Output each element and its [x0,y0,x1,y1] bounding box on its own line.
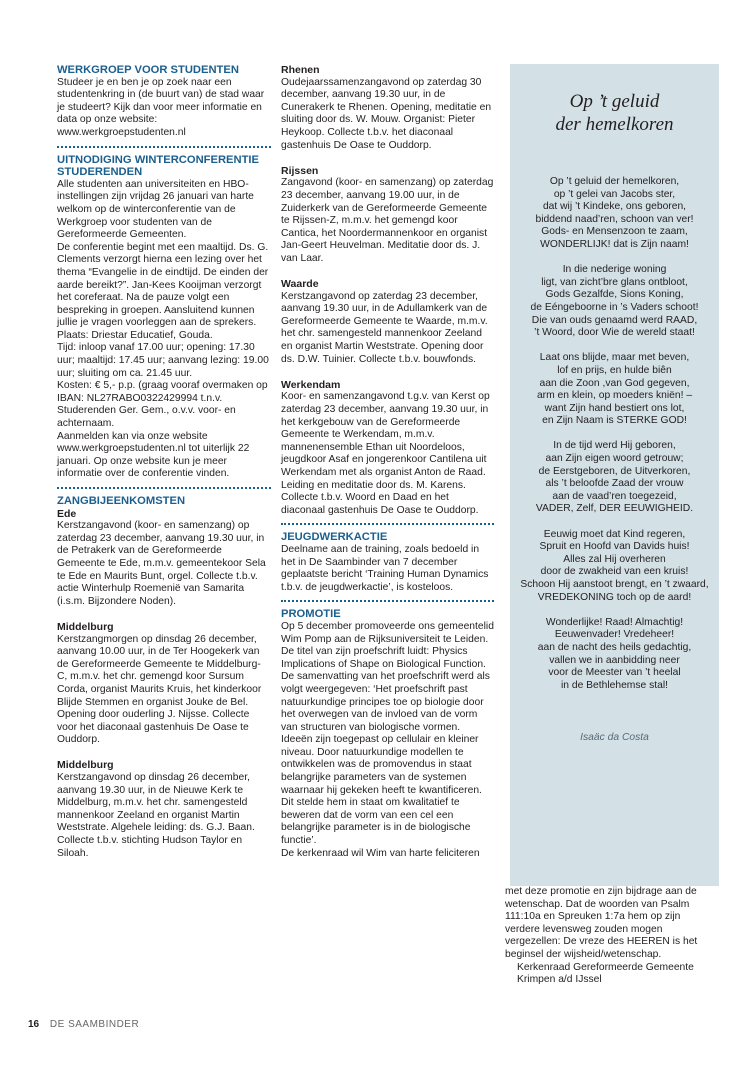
dotted-divider [281,600,494,602]
section-heading-winterconferentie: UITNODIGING WINTERCONFERENTIE STUDERENDEN [57,153,259,179]
poem-line: in de Bethlehemse stal! [560,679,669,691]
publication-name: DE SAAMBINDER [49,1019,140,1030]
dotted-divider [57,146,271,148]
poem-line: VREDEKONING toch op de aard! [537,591,692,603]
poem-line: want Zijn hand bestiert ons lot, [544,402,685,414]
poem-line: Alles zal Hij overheren [563,553,666,565]
poem-line: op ’t gelei van Jacobs ster, [553,188,676,200]
poem-line: arm en klein, op moeders kniën! – [536,390,693,402]
subheading-rijssen: Rijssen [281,164,319,177]
poem-title [510,90,719,136]
promotie-text: De kerkenraad wil Wim van harte feliciteren [281,847,480,859]
jeugdwerkactie-text: Deelname aan de training, zoals bedoeld in het in De Saambinder van 7 december geplaatste bericht ‘Training Human Dynamics t.b.v. de jeugdwerkactie’, is kosteloos. [281,543,489,593]
poem-stanza [510,529,719,605]
poem-stanza [510,440,719,516]
dotted-divider [57,487,271,489]
poem-line: aan de vaad’ren toegezeid, [552,490,677,502]
poem-line: Eeuwig moet dat Kind regeren, [543,528,686,540]
poem-line: aan Zijn eigen woord getrouw; [545,453,684,465]
section-heading-promotie: PROMOTIE [281,608,341,621]
section-heading-zangbijeenkomsten: ZANGBIJEENKOMSTEN [57,495,186,507]
poem-line: Gods Gezalfde, Sions Koning, [545,289,684,301]
poem-line: als ’t beloofde Zaad der vrouw [545,478,684,490]
poem-stanza [510,264,719,340]
poem-author: Isaäc da Costa [580,732,649,744]
section-heading-jeugdwerkactie: JEUGDWERKACTIE [281,531,388,544]
poem-line: de Eerstgeboren, de Uitverkoren, [538,465,691,477]
werkgroep-url-link[interactable]: www.werkgroepstudenten.nl [57,126,186,138]
section-heading-werkgroep: WERKGROEP VOOR STUDENTEN [57,64,239,76]
winter-paragraph: Kosten: € 5,- p.p. (graag vooraf overmaken op IBAN: NL27RABO0322429994 t.n.v. Studerenden Ger. Gem., o.v.v. voor- en achternaam. [57,380,268,430]
poem-line: VADER, Zelf, DER EEUWIGHEID. [535,503,694,515]
middelburg-text: Kerstzangmorgen op dinsdag 26 december, aanvang 10.00 uur, in de Ter Hoogekerk van de Gereformeerde Gemeente te Middelburg-C, m.m.v. het chr. gemengd koor Sursum Corda, organist Maurits Kruis, het kinderkoor Blijde Stemmen en organist Jouke de Bel. Opening door ouderling J. Nijsse. Collecte voor het diaconaal gastenhuis De Oase te Ouddorp. [57,633,262,746]
middelburg-text: Kerstzangavond op dinsdag 26 december, aanvang 19.30 uur, in de Nieuwe Kerk te Middelburg, m.m.v. het chr. samengesteld mannenkoor Zeeland en organist Martin Weststrate. Algehele leiding: ds. G.J. Baan. Collecte t.b.v. stichting Hudson Taylor en Siloah. [57,772,255,859]
page-footer [28,1019,139,1030]
poem-line: aan de nacht des heils gedachtig, [537,641,692,653]
promotie-continuation [505,886,717,987]
winter-paragraph: Tijd: inloop vanaf 17.00 uur; opening: 17.30 uur; maaltijd: 17.45 uur; aanvang lezing: 19.00 uur; sluiting om ca. 21.45 uur. [57,342,269,379]
poem-stanza [510,352,719,428]
signature-line: Krimpen a/d IJssel [517,974,602,986]
poem-line: aan die Zoon ,van God gegeven, [539,377,690,389]
subheading-middelburg: Middelburg [57,759,114,772]
poem-line: en Zijn Naam is STERKE GOD! [542,415,687,427]
poem-line: In die nederige woning [562,264,667,276]
werkgroep-text: Studeer je en ben je op zoek naar een studentenkring in (de buurt van) de stad waar je studeert? Kijk dan voor meer informatie en data op onze website: [57,76,265,126]
promotie-text: Op 5 december promoveerde ons gemeentelid Wim Pomp aan de Rijksuniversiteit te Leiden. De titel van zijn proefschrift luidt: Physics Implications of Shape on Biological Function. De samenvatting van het proefschrift werd als volgt weergegeven: ‘Het proefschrift past natuurkundige principes toe op biologie door het overwegen van de invloed van de vorm van structuren van biologische vormen. Ideeën zijn toegepast op cellulair en kleiner niveau. Door natuurkundige modellen te ontwikkelen was de promovendus in staat belangrijke parameters van de systemen waarnaar hij gekeken heeft te kwantificeren. Dit stelde hem in staat om kwalitatief te beweren dat de vorm van een cel een belangrijke parameter is in de biologische functie’. [281,620,494,847]
poem-line: Die van ouds genaamd werd RAAD, [531,314,698,326]
waarde-text: Kerstzangavond op zaterdag 23 december, aanvang 19.30 uur, in de Adullamkerk van de Gereformeerde Gemeente te Waarde, m.m.v. het chr. samengesteld mannenkoor Zeeland en organist Martin Weststrate. Opening door ds. D.W. Tuinier. Collecte t.b.v. bouwfonds. [281,290,488,365]
poem-stanza [510,617,719,693]
poem-line: voor de Meester van ’t heelal [548,667,681,679]
winter-paragraph: Plaats: Driestar Educatief, Gouda. [57,329,213,341]
poem-box [510,64,719,886]
page-number: 16 [28,1019,40,1030]
poem-line: Schoon Hij aanstoot brengt, en ’t zwaard, [520,579,709,590]
werkendam-text: Koor- en samenzangavond t.g.v. van Kerst op zaterdag 23 december, aanvang 19.30 uur, in het kerkgebouw van de Gereformeerde Gemeente te Werkendam, m.m.v. mannenensemble Ethan uit Noordeloos, jeugdkoor Asaf en jongerenkoor Cantilena uit Werkendam met als organist Anton de Raad. Leiding en meditatie door ds. M. Karens. Collecte t.b.v. Woord en Daad en het diaconaal gastenhuis De Oase te Ouddorp. [281,391,490,516]
poem-line: Eeuwenvader! Vredeheer! [554,629,675,641]
poem-line: Gods- en Mensenzoon te zaam, [541,226,688,238]
subheading-middelburg: Middelburg [57,620,114,633]
subheading-werkendam: Werkendam [281,378,341,391]
poem-line: lof en prijs, en hulde biên [557,364,672,376]
poem-line: In de tijd werd Hij geboren, [553,440,676,452]
poem-line: door de zwakheid van een kruis! [540,566,689,578]
promotie-continuation-text: met deze promotie en zijn bijdrage aan de wetenschap. Dat de woorden van Psalm 111:10a en Spreuken 1:7a hem op zijn verdere levensweg zouden mogen vergezellen: De vreze des HEEREN is het beginsel der wijsheid/wetenschap. [505,886,698,960]
poem-line: dat wij ’t Kindeke, ons geboren, [542,201,687,213]
poem-line: Op ’t geluid der hemelkoren, [549,176,680,187]
winter-paragraph: De conferentie begint met een maaltijd. Ds. G. Clements verzorgt hierna een lezing over het thema “Evangelie in de eindtijd. De einden der aarde bereikt?”. Jan-Kees Kooijman verzorgt het coreferaat. Na de pauze volgt een bespreking in groepen. Aansluitend kunnen jullie je vragen voorleggen aan de sprekers. [57,241,269,329]
poem-line: Spruit en Hoofd van Davids huis! [539,541,690,553]
dotted-divider [281,523,494,525]
poem-line: Laat ons blijde, maar met beven, [539,352,690,364]
subheading-waarde: Waarde [281,278,319,291]
subheading-ede: Ede [57,507,77,520]
winter-paragraph: Alle studenten aan universiteiten en HBO-instellingen zijn vrijdag 26 januari van harte welkom op de winterconferentie van de Werkgroep voor studenten van de Gereformeerde Gemeenten. [57,178,254,241]
poem-line: biddend naad’ren, schoon van ver! [535,213,694,225]
poem-title-line: der hemelkoren [555,114,674,135]
poem-line: Wonderlijke! Raad! Almachtig! [545,616,684,628]
subheading-rhenen: Rhenen [281,64,320,76]
poem-line: vallen we in aanbidding neer [549,654,680,666]
poem-line: WONDERLIJK! dat is Zijn naam! [540,238,689,250]
winter-paragraph: Aanmelden kan via onze website www.werkgroepstudenten.nl tot uiterlijk 22 januari. Op onze website kun je meer informatie over de conferentie vinden. [57,430,250,480]
poem-stanzas [510,176,719,692]
signature-line: Kerkenraad Gereformeerde Gemeente [517,961,694,973]
poem-stanza [510,176,719,252]
rijssen-text: Zangavond (koor- en samenzang) op zaterdag 23 december, aanvang 19.00 uur, in de Zuiderkerk van de Gereformeerde Gemeente te Rijssen-Z, m.m.v. het gemengd koor Cantica, het Noordermannenkoor en organist Jan-Geert Heuvelman. Meditatie door ds. J. van Laar. [281,177,494,264]
ede-text: Kerstzangavond (koor- en samenzang) op zaterdag 23 december, aanvang 19.30 uur, in de Petrakerk van de Gereformeerde Gemeente te Ede, m.m.v. gemeentekoor Sela te Ede en Maurits Bunt, orgel. Collecte t.b.v. actie Winterhulp Roemenië van Samarita (i.s.m. Bijzondere Noden). [57,520,266,607]
poem-title-line: Op ’t geluid [569,91,660,112]
poem-line: ’t Woord, door Wie de wereld staat! [534,327,695,339]
poem-line: de Eéngeboorne in ’s Vaders schoot! [530,301,699,313]
column-middle [281,64,494,860]
rhenen-text: Oudejaarssamenzangavond op zaterdag 30 december, aanvang 19.30 uur, in de Cunerakerk te Rhenen. Opening, meditatie en sluiting door ds. W. Mouw. Organist: Pieter Heykoop. Collecte t.b.v. het diaconaal gastenhuis De Oase te Ouddorp. [281,76,492,151]
poem-line: ligt, van zicht’bre glans ontbloot, [541,276,688,288]
column-left [57,64,271,860]
